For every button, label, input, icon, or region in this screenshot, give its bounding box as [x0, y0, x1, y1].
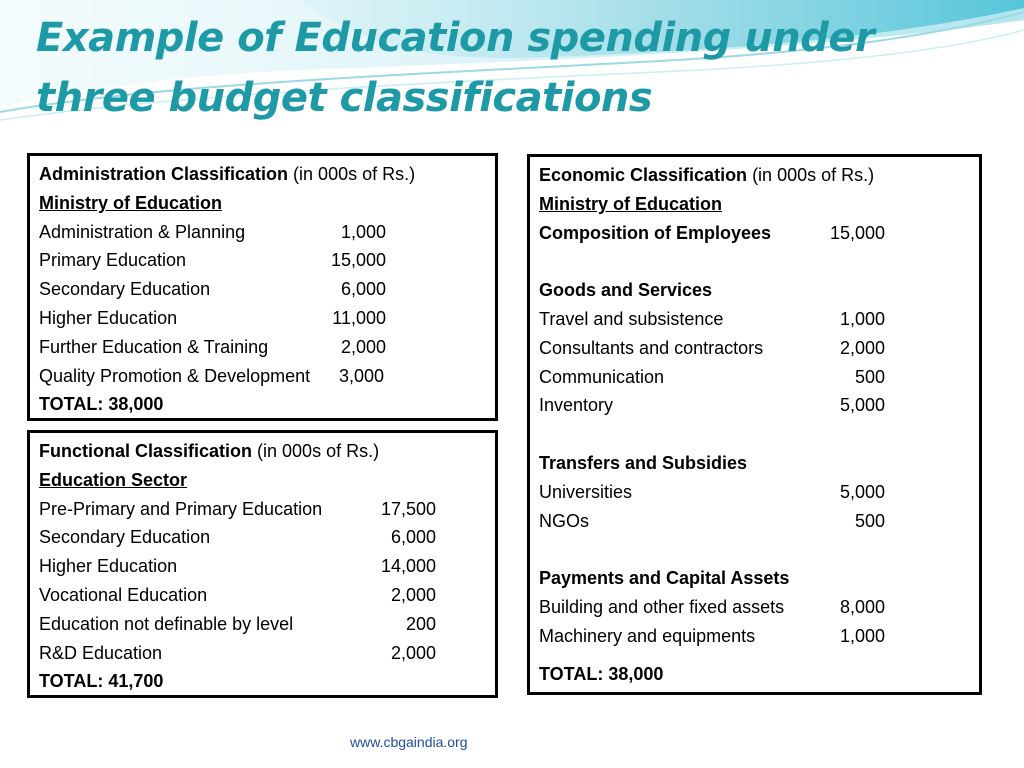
economic-row-value: 8,000: [839, 596, 885, 617]
economic-row: [539, 622, 970, 651]
economic-unit: (in 000s of Rs.): [747, 165, 875, 185]
functional-row-label: Higher Education: [39, 556, 178, 577]
functional-heading: Functional Classification: [39, 441, 253, 461]
admin-row-label: Further Education & Training: [39, 336, 269, 357]
functional-row-value: 2,000: [390, 584, 436, 605]
functional-row-value: 2,000: [390, 642, 436, 663]
functional-row-value: 17,500: [380, 498, 436, 519]
economic-row: [539, 593, 970, 622]
footer-link[interactable]: www.cbgaindia.org: [350, 734, 468, 750]
functional-row: [39, 581, 486, 610]
admin-row-label: Higher Education: [39, 307, 178, 328]
economic-header: [539, 161, 970, 190]
functional-row-label: R&D Education: [39, 642, 163, 663]
economic-row-label: Travel and subsistence: [539, 308, 724, 329]
economic-row: [539, 507, 970, 536]
functional-row-value: 200: [405, 613, 436, 634]
functional-row-label: Pre-Primary and Primary Education: [39, 498, 323, 519]
economic-row: [539, 334, 970, 363]
economic-row-value: 1,000: [839, 308, 885, 329]
admin-row-label: Primary Education: [39, 250, 187, 271]
admin-row-value: 6,000: [340, 279, 386, 300]
admin-row-value: 3,000: [338, 365, 384, 386]
admin-row-value: 2,000: [340, 336, 386, 357]
economic-row-label: Communication: [539, 366, 665, 387]
economic-heading: Economic Classification: [539, 165, 748, 185]
transfers-subsidies-heading: Transfers and Subsidies: [539, 452, 748, 473]
admin-row-value: 11,000: [332, 307, 386, 328]
functional-row-label: Secondary Education: [39, 527, 211, 548]
economic-row-value: 2,000: [839, 337, 885, 358]
functional-row: [39, 552, 486, 581]
admin-unit: (in 000s of Rs.): [288, 164, 416, 184]
functional-subheading: Education Sector: [39, 469, 188, 490]
economic-row-label: Universities: [539, 481, 633, 502]
admin-row: [39, 218, 486, 247]
functional-row: [39, 495, 486, 524]
functional-header: [39, 437, 486, 466]
economic-row: [539, 305, 970, 334]
admin-row-label: Administration & Planning: [39, 221, 246, 242]
economic-row-label: Inventory: [539, 395, 614, 416]
admin-row: [39, 246, 486, 275]
economic-row: [539, 478, 970, 507]
admin-subheading: Ministry of Education: [39, 192, 223, 213]
admin-header: [39, 160, 486, 189]
economic-row-value: 5,000: [839, 481, 885, 502]
admin-row-value: 1,000: [340, 221, 386, 242]
economic-row-value: 500: [854, 366, 885, 387]
admin-row-label: Secondary Education: [39, 279, 211, 300]
admin-row: [39, 304, 486, 333]
economic-subheading: Ministry of Education: [539, 193, 723, 214]
economic-row-label: Building and other fixed assets: [539, 596, 785, 617]
admin-total: TOTAL: 38,000: [39, 394, 164, 415]
economic-row: [539, 219, 970, 248]
economic-row-value: 1,000: [839, 625, 885, 646]
economic-row: [539, 363, 970, 392]
admin-heading: Administration Classification: [39, 164, 289, 184]
economic-employees-value: 15,000: [829, 222, 885, 243]
admin-row: [39, 362, 486, 391]
admin-row: [39, 275, 486, 304]
functional-row-label: Education not definable by level: [39, 613, 294, 634]
administration-classification-box: [27, 153, 498, 421]
economic-employees-label: Composition of Employees: [539, 222, 772, 243]
economic-row-value: 5,000: [839, 395, 885, 416]
economic-row-label: NGOs: [539, 510, 590, 531]
functional-row-label: Vocational Education: [39, 584, 208, 605]
functional-classification-box: [27, 430, 498, 698]
admin-row-label: Quality Promotion & Development: [39, 365, 311, 386]
economic-row: [539, 391, 970, 420]
functional-total: TOTAL: 41,700: [39, 671, 164, 692]
admin-row: [39, 333, 486, 362]
economic-row-label: Machinery and equipments: [539, 625, 756, 646]
slide-title: Example of Education spending under three budget classifications: [36, 15, 875, 121]
admin-row-value: 15,000: [330, 250, 386, 271]
economic-total: TOTAL: 38,000: [539, 663, 664, 684]
economic-row-label: Consultants and contractors: [539, 337, 764, 358]
goods-services-heading: Goods and Services: [539, 280, 713, 301]
functional-row-value: 14,000: [380, 556, 436, 577]
functional-row-value: 6,000: [390, 527, 436, 548]
functional-row: [39, 523, 486, 552]
payments-capital-assets-heading: Payments and Capital Assets: [539, 568, 790, 589]
economic-classification-box: [527, 154, 982, 695]
functional-row: [39, 639, 486, 668]
functional-unit: (in 000s of Rs.): [252, 441, 380, 461]
economic-row-value: 500: [854, 510, 885, 531]
functional-row: [39, 610, 486, 639]
